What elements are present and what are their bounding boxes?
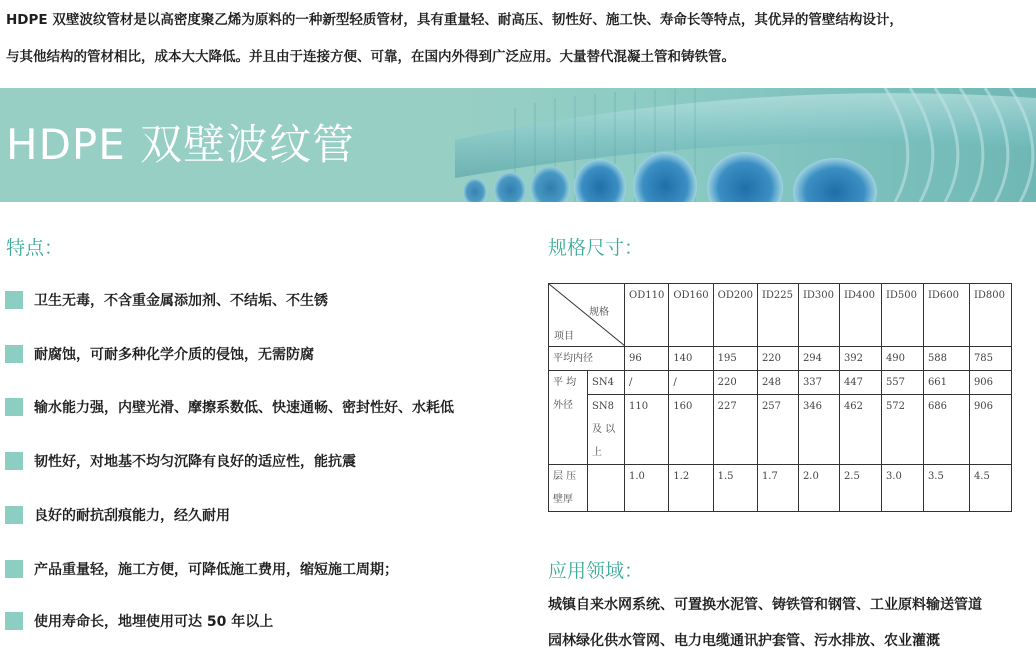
table-cell: 588 xyxy=(923,347,969,371)
column-header: ID225 xyxy=(757,284,798,347)
corner-header-cell xyxy=(549,284,625,347)
table-cell: 195 xyxy=(713,347,757,371)
table-cell: 4.5 xyxy=(969,465,1011,512)
table-cell: 392 xyxy=(839,347,881,371)
square-bullet-icon xyxy=(5,612,23,630)
spec-table xyxy=(548,283,1012,512)
table-cell: 140 xyxy=(669,347,713,371)
row-label-line: 壁厚 xyxy=(553,494,573,505)
row-label-line: 外径 xyxy=(553,400,573,411)
intro-line-1: HDPE 双壁波纹管材是以高密度聚乙烯为原料的一种新型轻质管材，具有重量轻、耐高压、韧性好、施工快、寿命长等特点，其优异的管壁结构设计， xyxy=(6,12,903,28)
application-title: 应用领域： xyxy=(548,560,644,582)
table-cell: 785 xyxy=(969,347,1011,371)
square-bullet-icon xyxy=(5,560,23,578)
banner-title: HDPE 双壁波纹管 xyxy=(6,120,356,169)
table-header-row xyxy=(549,284,1012,347)
spec-title: 规格尺寸： xyxy=(548,237,644,259)
table-cell: 557 xyxy=(881,371,923,395)
table-cell: 1.7 xyxy=(757,465,798,512)
feature-item xyxy=(5,558,398,580)
square-bullet-icon xyxy=(5,506,23,524)
table-cell: 1.0 xyxy=(625,465,669,512)
table-cell: / xyxy=(625,371,669,395)
column-header: ID500 xyxy=(881,284,923,347)
table-cell: 490 xyxy=(881,347,923,371)
table-cell: 248 xyxy=(757,371,798,395)
table-cell: 906 xyxy=(969,371,1011,395)
table-cell: 2.5 xyxy=(839,465,881,512)
sub-label-line: 上 xyxy=(592,447,602,458)
feature-text: 卫生无毒，不含重金属添加剂、不结垢、不生锈 xyxy=(34,293,328,309)
column-header: OD200 xyxy=(713,284,757,347)
product-banner xyxy=(0,88,1036,202)
intro-line-2: 与其他结构的管材相比，成本大大降低。并且由于连接方便、可靠，在国内外得到广泛应用。大量替代混凝土管和铸铁管。 xyxy=(6,49,735,65)
empty-cell xyxy=(588,465,625,512)
feature-text: 产品重量轻，施工方便，可降低施工费用，缩短施工周期； xyxy=(34,562,398,578)
table-cell: 110 xyxy=(625,395,669,465)
table-cell: 257 xyxy=(757,395,798,465)
table-cell: 294 xyxy=(798,347,839,371)
table-cell: 3.0 xyxy=(881,465,923,512)
table-row xyxy=(549,371,1012,395)
feature-item xyxy=(5,450,356,472)
feature-item xyxy=(5,504,230,526)
table-cell: 686 xyxy=(923,395,969,465)
table-cell: 337 xyxy=(798,371,839,395)
table-cell: 1.5 xyxy=(713,465,757,512)
application-line-2: 园林绿化供水管网、电力电缆通讯护套管、污水排放、农业灌溉 xyxy=(548,633,940,649)
table-cell: 227 xyxy=(713,395,757,465)
feature-text: 良好的耐抗刮痕能力，经久耐用 xyxy=(34,508,230,524)
table-cell: 220 xyxy=(713,371,757,395)
square-bullet-icon xyxy=(5,291,23,309)
sub-label-line: 及 以 xyxy=(592,424,616,435)
table-row xyxy=(549,347,1012,371)
feature-text: 韧性好，对地基不均匀沉降有良好的适应性，能抗震 xyxy=(34,454,356,470)
table-row xyxy=(549,465,1012,512)
table-cell: 96 xyxy=(625,347,669,371)
sub-label: SN4 xyxy=(588,371,625,395)
table-cell: 346 xyxy=(798,395,839,465)
row-label xyxy=(549,465,588,512)
row-label-line: 层 压 xyxy=(553,471,577,482)
table-cell: 447 xyxy=(839,371,881,395)
square-bullet-icon xyxy=(5,398,23,416)
table-cell: 661 xyxy=(923,371,969,395)
pipes-photo xyxy=(455,88,1036,202)
features-title: 特点： xyxy=(6,237,64,259)
table-cell: 572 xyxy=(881,395,923,465)
table-cell: 3.5 xyxy=(923,465,969,512)
table-cell: 462 xyxy=(839,395,881,465)
column-header: OD160 xyxy=(669,284,713,347)
row-label-line: 平 均 xyxy=(553,377,577,388)
feature-text: 耐腐蚀，可耐多种化学介质的侵蚀，无需防腐 xyxy=(34,347,314,363)
feature-item xyxy=(5,610,273,632)
table-row xyxy=(549,395,1012,465)
square-bullet-icon xyxy=(5,345,23,363)
row-label xyxy=(549,371,588,465)
column-header: OD110 xyxy=(625,284,669,347)
corner-bottom-label: 项目 xyxy=(554,331,574,342)
application-line-1: 城镇自来水网系统、可置换水泥管、铸铁管和钢管、工业原料输送管道 xyxy=(548,597,982,613)
table-cell: 2.0 xyxy=(798,465,839,512)
table-cell: / xyxy=(669,371,713,395)
feature-text: 使用寿命长，地埋使用可达 50 年以上 xyxy=(34,614,274,630)
square-bullet-icon xyxy=(5,452,23,470)
sub-label xyxy=(588,395,625,465)
column-header: ID300 xyxy=(798,284,839,347)
feature-text: 输水能力强，内壁光滑、摩擦系数低、快速通畅、密封性好、水耗低 xyxy=(34,400,454,416)
row-label: 平均内径 xyxy=(549,347,625,371)
table-cell: 220 xyxy=(757,347,798,371)
feature-item xyxy=(5,343,314,365)
table-cell: 1.2 xyxy=(669,465,713,512)
intro-paragraph xyxy=(6,2,1030,76)
column-header: ID600 xyxy=(923,284,969,347)
column-header: ID400 xyxy=(839,284,881,347)
feature-item xyxy=(5,289,328,311)
feature-item xyxy=(5,396,454,418)
column-header: ID800 xyxy=(969,284,1011,347)
table-cell: 160 xyxy=(669,395,713,465)
table-cell: 906 xyxy=(969,395,1011,465)
sub-label-line: SN8 xyxy=(592,401,614,412)
corner-top-label: 规格 xyxy=(589,307,609,318)
